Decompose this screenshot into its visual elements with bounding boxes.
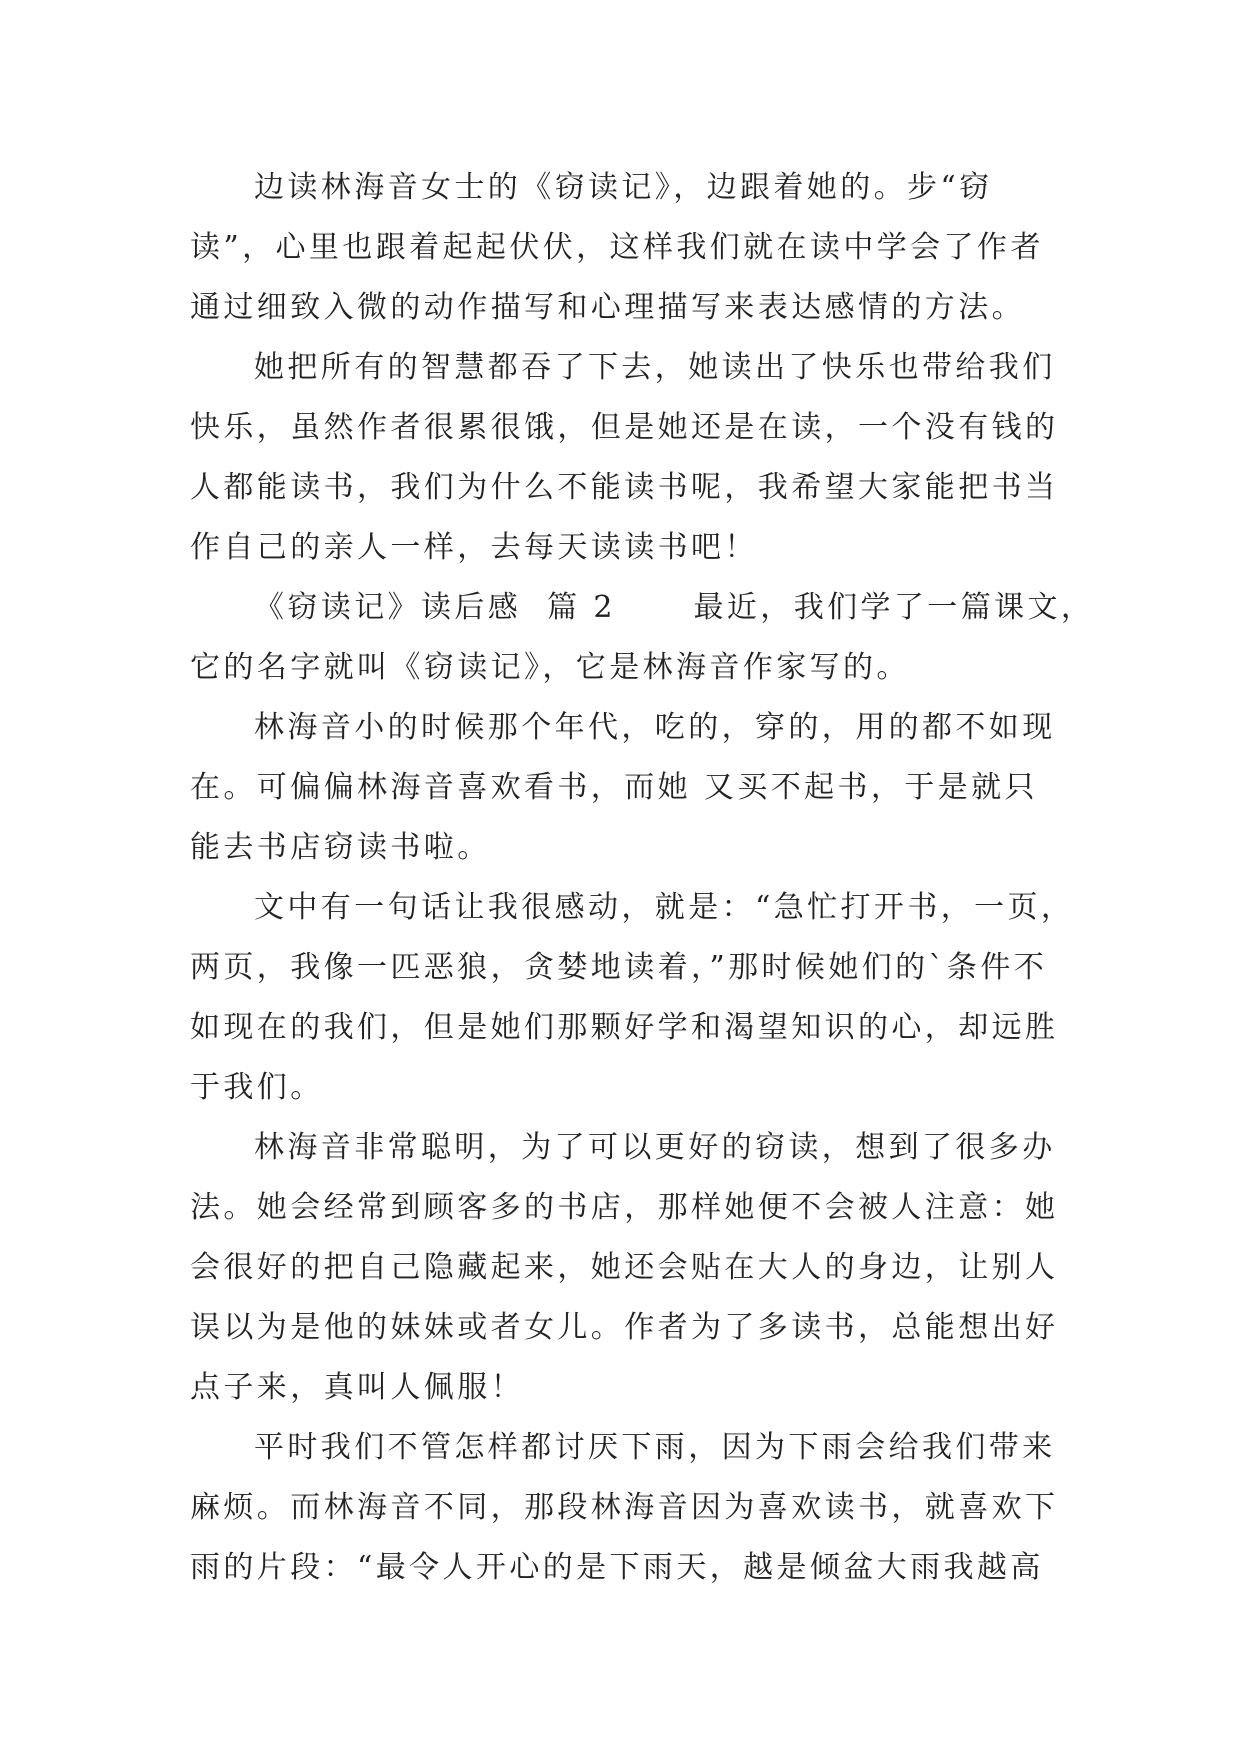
text-line: 平时我们不管怎样都讨厌下雨，因为下雨会给我们带来 bbox=[254, 1430, 1056, 1465]
text-line: 它的名字就叫《窃读记》，它是林海音作家写的。 bbox=[190, 650, 910, 685]
text-line: 快乐，虽然作者很累很饿，但是她还是在读，一个没有钱的 bbox=[190, 410, 1059, 445]
text-line: 雨的片段：“最令人开心的是下雨天，越是倾盆大雨我越高 bbox=[190, 1550, 1044, 1585]
text-line: 作自己的亲人一样，去每天读读书吧！ bbox=[190, 530, 758, 565]
text-line: 通过细致入微的动作描写和心理描写来表达感情的方法。 bbox=[190, 290, 1025, 325]
text-line: 能去书店窃读书啦。 bbox=[190, 830, 491, 865]
text-line: 林海音小的时候那个年代，吃的，穿的，用的都不如现 bbox=[254, 710, 1056, 745]
text-line: 如现在的我们，但是她们那颗好学和渴望知识的心，却远胜 bbox=[190, 1010, 1059, 1045]
text-line: 读”，心里也跟着起起伏伏，这样我们就在读中学会了作者 bbox=[190, 230, 1044, 265]
text-line: 误以为是他的妹妹或者女儿。作者为了多读书，总能想出好 bbox=[190, 1310, 1059, 1345]
text-line: 在。可偏偏林海音喜欢看书，而她 又买不起书，于是就只 bbox=[190, 770, 1038, 805]
text-line: 文中有一句话让我很感动，就是：“急忙打开书，一页， bbox=[254, 890, 1075, 925]
text-line: 边读林海音女士的《窃读记》，边跟着她的。步“窃 bbox=[254, 170, 993, 205]
text-line: 两页，我像一匹恶狼，贪婪地读着，”那时候她们的`条件不 bbox=[190, 950, 1048, 985]
text-line: 麻烦。而林海音不同，那段林海音因为喜欢读书，就喜欢下 bbox=[190, 1490, 1059, 1525]
text-line: 林海音非常聪明，为了可以更好的窃读，想到了很多办 bbox=[254, 1130, 1056, 1165]
text-line: 会很好的把自己隐藏起来，她还会贴在大人的身边，让别人 bbox=[190, 1250, 1059, 1285]
text-line: 点子来，真叫人佩服！ bbox=[190, 1370, 524, 1405]
text-line: 人都能读书，我们为什么不能读书呢，我希望大家能把书当 bbox=[190, 470, 1059, 505]
text-line: 于我们。 bbox=[190, 1070, 324, 1105]
text-line: 她把所有的智慧都吞了下去，她读出了快乐也带给我们 bbox=[254, 350, 1056, 385]
document-body bbox=[190, 158, 1095, 1598]
section-heading-line: 《窃读记》读后感 篇 2 最近，我们学了一篇课文， bbox=[254, 590, 1095, 625]
text-line: 法。她会经常到顾客多的书店，那样她便不会被人注意：她 bbox=[190, 1190, 1059, 1225]
